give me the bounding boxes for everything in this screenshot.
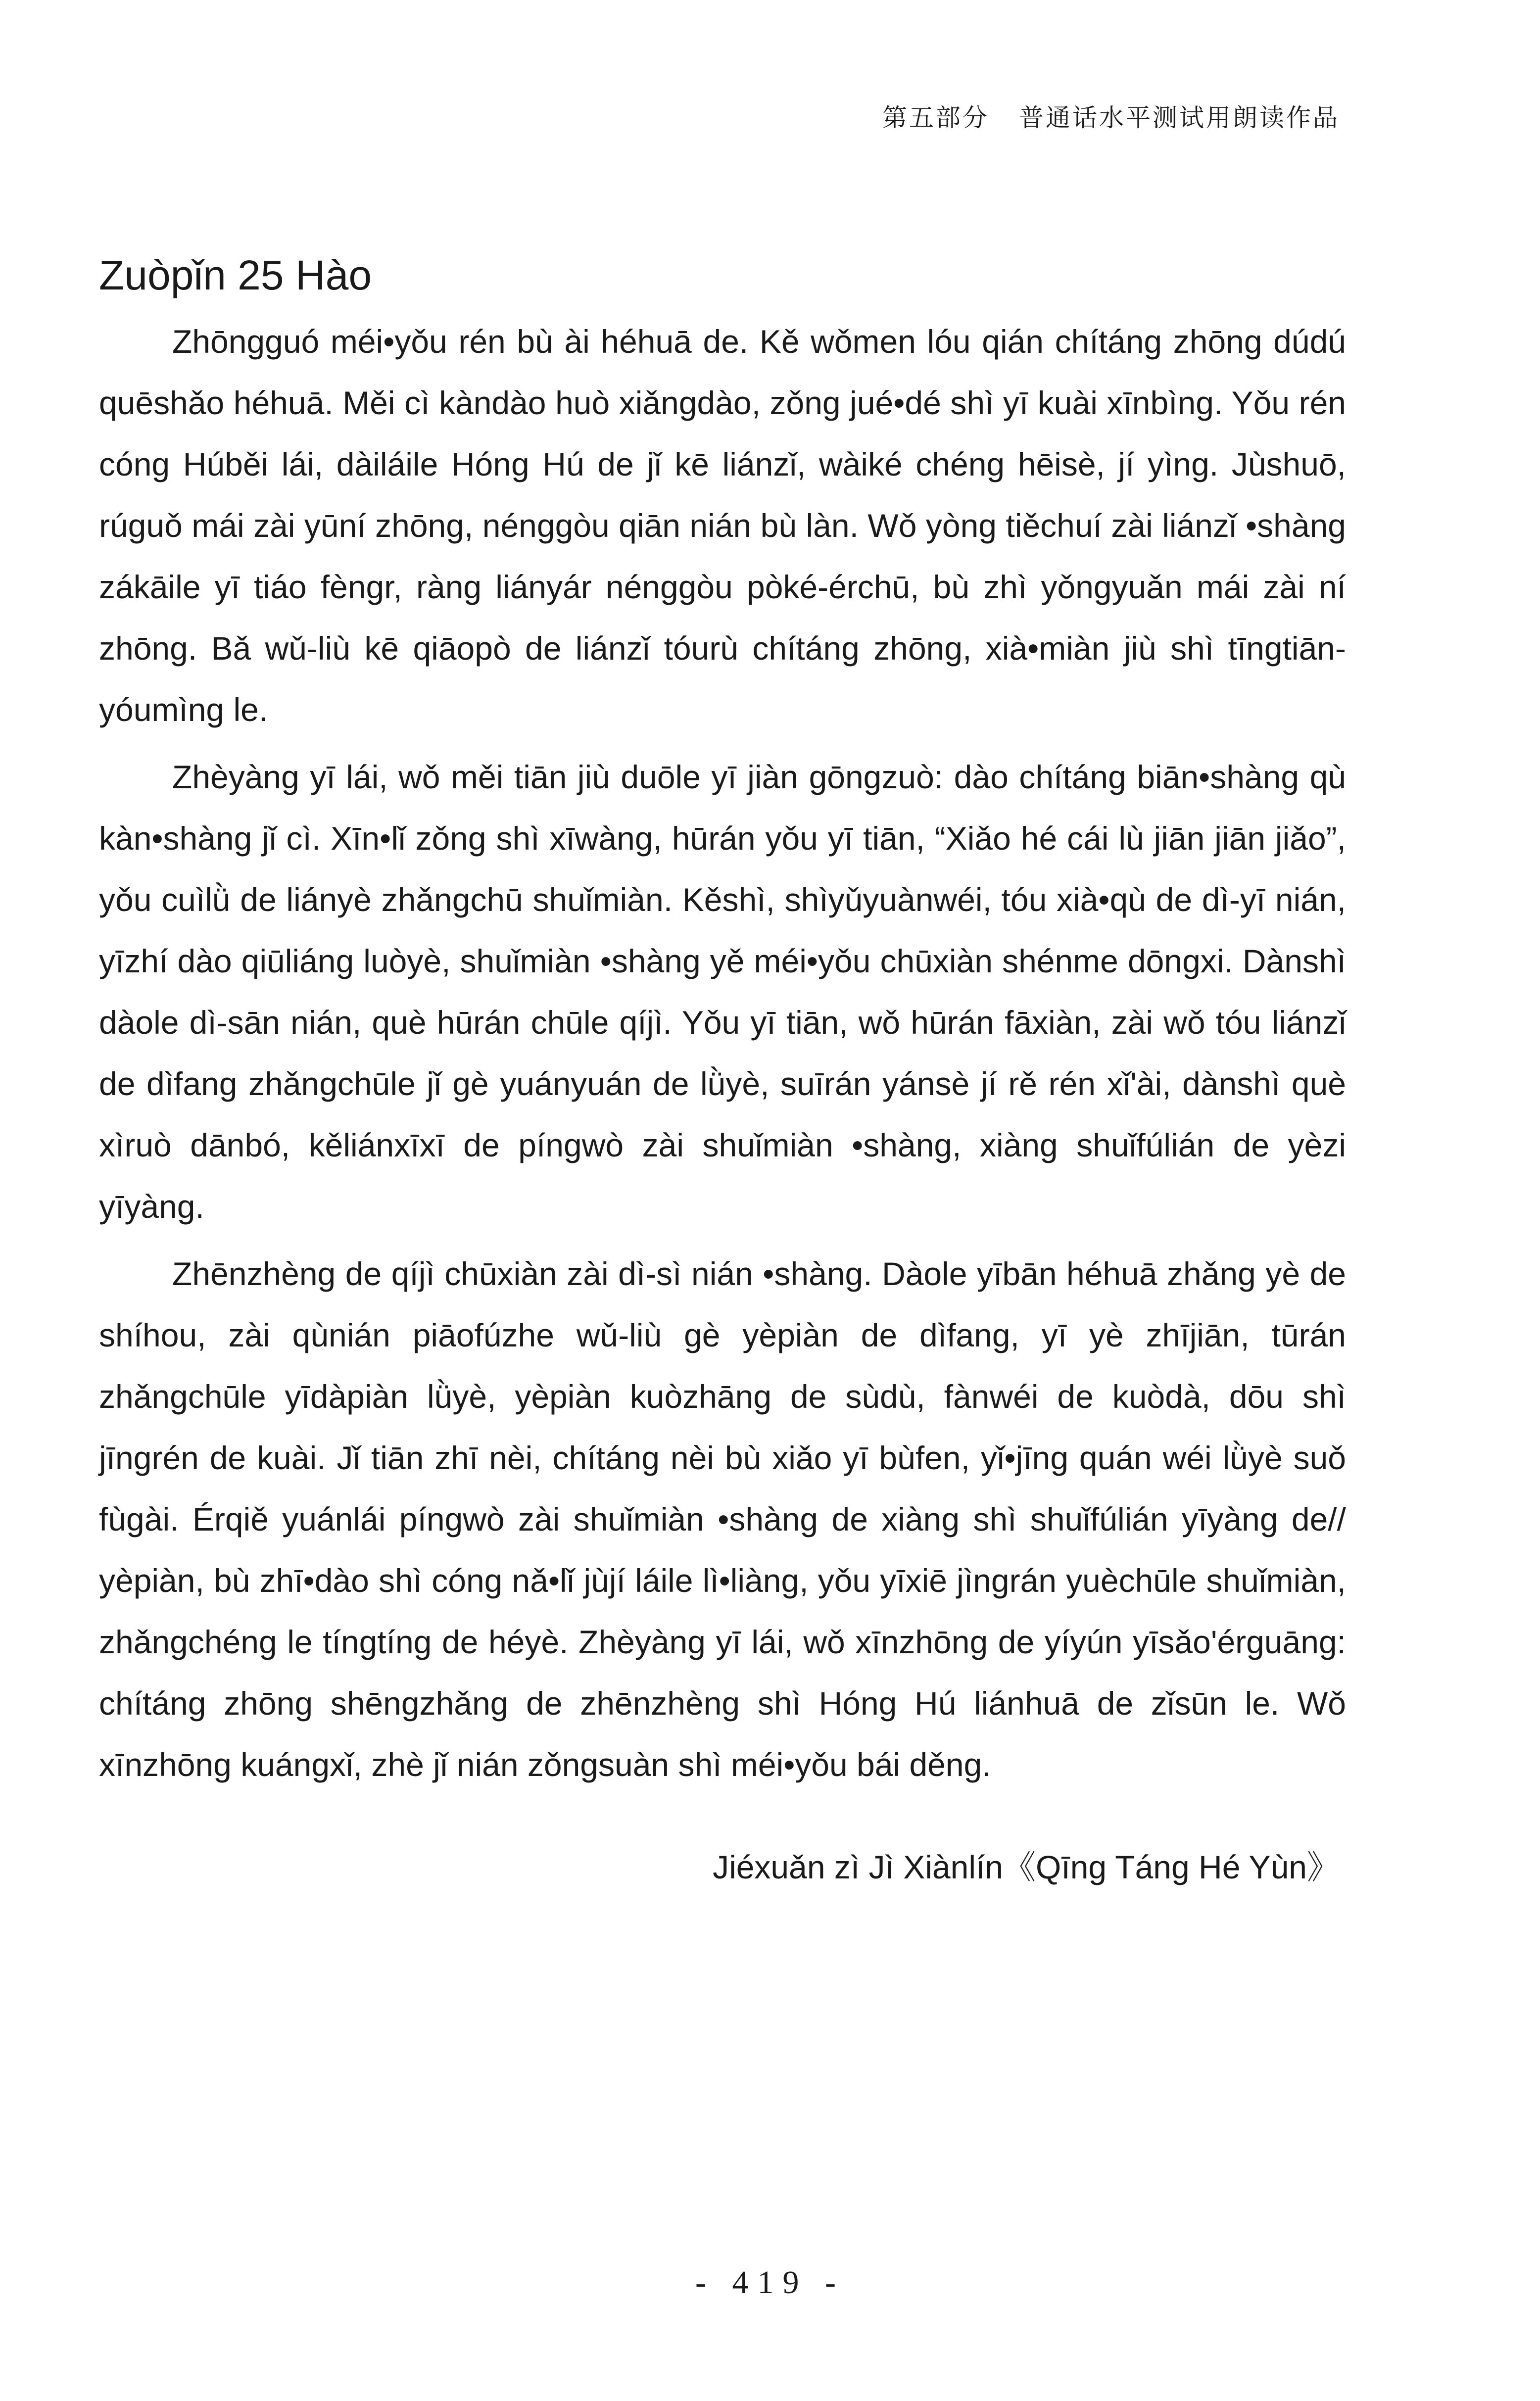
page-number: - 419 - (695, 2264, 845, 2301)
running-header (882, 98, 1340, 134)
paragraph-2: Zhèyàng yī lái, wǒ měi tiān jiù duōle yī jiàn gōngzuò: dào chítáng biān•shàng qù kàn•shàng jǐ cì. Xīn•lǐ zǒng shì xīwàng, hūrán yǒu yī tiān, “Xiǎo hé cái lù jiān jiān jiǎo”, yǒu cuìlǜ de liányè zhǎngchū shuǐmiàn. Kěshì, shìyǔyuànwéi, tóu xià•qù de dì-yī nián, yīzhí dào qiūliáng luòyè, shuǐmiàn •shàng yě méi•yǒu chūxiàn shénme dōngxi. Dànshì dàole dì-sān nián, què hūrán chūle qíjì. Yǒu yī tiān, wǒ hūrán fāxiàn, zài wǒ tóu liánzǐ de dìfang zhǎngchūle jǐ gè yuányuán de lǜyè, suīrán yánsè jí rě rén xǐ'ài, dànshì què xìruò dānbó, kěliánxīxī de píngwò zài shuǐmiàn •shàng, xiàng shuǐfúlián de yèzi yīyàng. (99, 759, 1346, 1225)
attribution: Jiéxuǎn zì Jì Xiànlín《Qīng Táng Hé Yùn》 (713, 1849, 1340, 1885)
paragraph-1: Zhōngguó méi•yǒu rén bù ài héhuā de. Kě wǒmen lóu qián chítáng zhōng dúdú quēshǎo héhuā. Měi cì kàndào huò xiǎngdào, zǒng jué•dé shì yī kuài xīnbìng. Yǒu rén cóng Húběi lái, dàiláile Hóng Hú de jǐ kē liánzǐ, wàiké chéng hēisè, jí yìng. Jùshuō, rúguǒ mái zài yūní zhōng, nénggòu qiān nián bù làn. Wǒ yòng tiěchuí zài liánzǐ •shàng zákāile yī tiáo fèngr, ràng liányár nénggòu pòké-érchū, bù zhì yǒngyuǎn mái zài ní zhōng. Bǎ wǔ-liù kē qiāopò de liánzǐ tóurù chítáng zhōng, xià•miàn jiù shì tīngtiān-yóumìng le. (99, 323, 1346, 728)
header-book-title: 普通话水平测试用朗读作品 (1019, 103, 1340, 132)
paragraph-3: Zhēnzhèng de qíjì chūxiàn zài dì-sì nián •shàng. Dàole yībān héhuā zhǎng yè de shíhou, zài qùnián piāofúzhe wǔ-liù gè yèpiàn de dìfang, yī yè zhījiān, tūrán zhǎngchūle yīdàpiàn lǜyè, yèpiàn kuòzhāng de sùdù, fànwéi de kuòdà, dōu shì jīngrén de kuài. Jǐ tiān zhī nèi, chítáng nèi bù xiǎo yī bùfen, yǐ•jīng quán wéi lǜyè suǒ fùgài. Érqiě yuánlái píngwò zài shuǐmiàn •shàng de xiàng shì shuǐfúlián yīyàng de// yèpiàn, bù zhī•dào shì cóng nǎ•lǐ jùjí láile lì•liàng, yǒu yīxiē jìngrán yuèchūle shuǐmiàn, zhǎngchéng le tíngtíng de héyè. Zhèyàng yī lái, wǒ xīnzhōng de yíyún yīsǎo'érguāng: chítáng zhōng shēngzhǎng de zhēnzhèng shì Hóng Hú liánhuā de zǐsūn le. Wǒ xīnzhōng kuángxǐ, zhè jǐ nián zǒngsuàn shì méi•yǒu bái děng. (99, 1255, 1346, 1783)
body-text (99, 311, 1346, 1801)
header-part: 第五部分 (882, 103, 989, 132)
work-title: Zuòpǐn 25 Hào (99, 252, 372, 298)
